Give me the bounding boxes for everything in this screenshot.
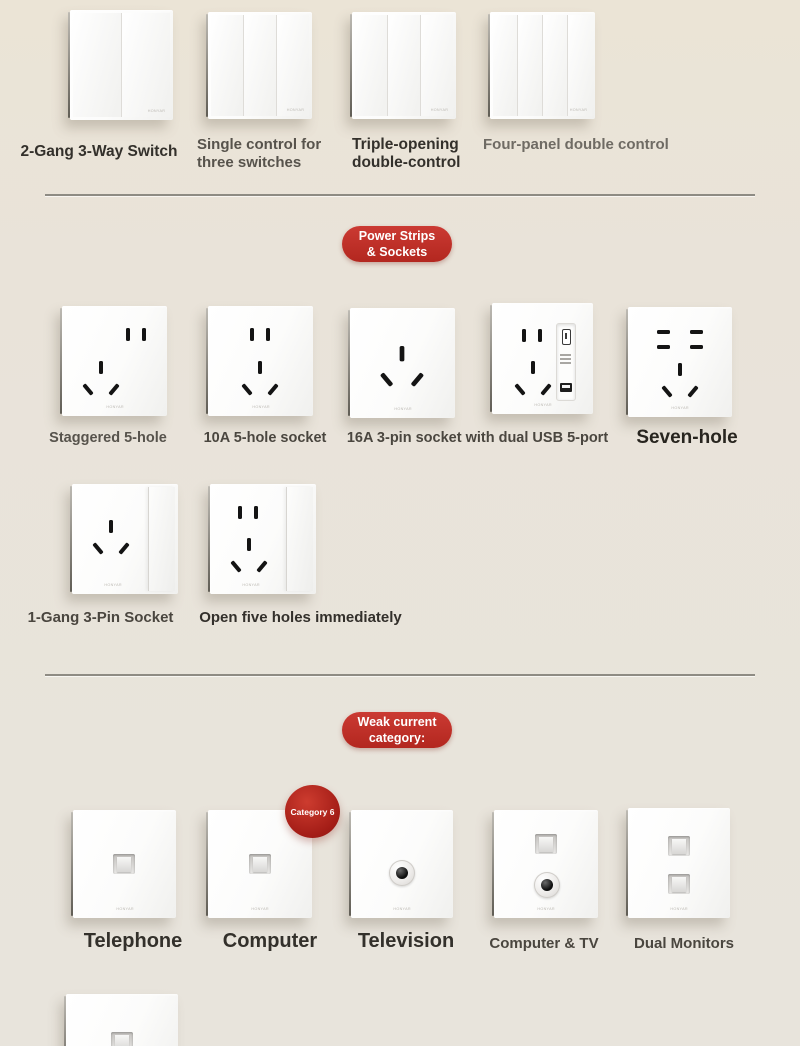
socket-holes-3pin: [658, 363, 702, 403]
socket-holes-3pin: [79, 361, 123, 401]
product-image-1gang-3pin: [72, 484, 178, 594]
product-image-switched-5hole: [210, 484, 316, 594]
ethernet-jack-icon: [668, 874, 690, 894]
product-label-single-control: Single control for three switches: [197, 136, 322, 171]
switch-panels: [73, 13, 170, 117]
usb-spec-text: [560, 362, 571, 364]
switch-panels: [355, 15, 453, 116]
product-label-1gang-3pin: 1-Gang 3-Pin Socket: [27, 609, 174, 626]
ethernet-jack-icon: [535, 834, 557, 854]
product-label-10a-5hole: 10A 5-hole socket: [203, 430, 327, 446]
brand-mark: HONYAR: [569, 108, 587, 112]
socket-holes-flat-pair: [250, 328, 271, 341]
brand-mark: HONYAR: [105, 405, 124, 409]
category-6-badge: Category 6: [285, 785, 340, 838]
switch-panels: [493, 15, 592, 116]
usb-spec-text: [560, 358, 571, 360]
product-image-10a-5hole: [208, 306, 313, 416]
product-image-usb-socket: [492, 303, 593, 414]
usb-spec-text: [560, 354, 571, 356]
product-image-television: [351, 810, 453, 918]
brand-mark: HONYAR: [251, 405, 270, 409]
product-label-dual-monitors: Dual Monitors: [634, 935, 734, 952]
brand-mark: HONYAR: [104, 583, 122, 587]
product-label-television: Television: [357, 930, 455, 952]
socket-holes-3pin: [89, 520, 133, 560]
product-image-dual-monitors: [628, 808, 730, 918]
product-label-computer: Computer: [222, 930, 318, 952]
brand-mark: HONYAR: [286, 108, 304, 112]
brand-mark: HONYAR: [242, 583, 260, 587]
product-image-telephone: [73, 810, 176, 918]
usb-port-icon: [560, 383, 572, 392]
product-image-triple-switch: [352, 12, 456, 119]
section-badge-weak-current: Weak current category:: [342, 712, 452, 748]
product-image-computer-tv: [494, 810, 598, 918]
socket-holes-flat-pair: [522, 329, 543, 342]
switch-rocker: [286, 487, 313, 591]
coax-connector-icon: [534, 872, 560, 898]
product-image-staggered-5hole: [62, 306, 167, 416]
brand-mark: HONYAR: [671, 406, 689, 410]
brand-mark: HONYAR: [251, 907, 269, 911]
brand-mark: HONYAR: [533, 403, 552, 407]
ethernet-jack-icon: [668, 836, 690, 856]
section-divider: [45, 674, 755, 676]
product-label-16a-usb: 16A 3-pin socket with dual USB 5-port: [346, 430, 609, 446]
socket-holes-3pin: [227, 538, 271, 578]
ethernet-jack-icon: [111, 1032, 133, 1046]
product-image-3gang-switch: [208, 12, 312, 119]
product-label-open-five-holes: Open five holes immediately: [199, 609, 402, 626]
socket-holes-3pin: [376, 346, 428, 393]
brand-mark: HONYAR: [147, 109, 165, 113]
brand-mark: HONYAR: [393, 407, 412, 411]
product-label-triple-opening: Triple-opening double-control: [352, 136, 461, 172]
product-label-staggered-5hole: Staggered 5-hole: [49, 430, 167, 446]
product-image-16a-3pin: [350, 308, 455, 418]
section-badge-power-strips: Power Strips & Sockets: [342, 226, 452, 262]
product-image-4gang-switch: [490, 12, 595, 119]
product-label-four-panel: Four-panel double control: [483, 136, 669, 153]
usb-ports-panel: [556, 323, 576, 401]
socket-holes-3pin: [511, 361, 555, 401]
ethernet-jack-icon: [249, 854, 271, 874]
switch-panels: [211, 15, 309, 116]
switch-rocker: [148, 487, 175, 591]
product-image-2gang-switch: [70, 10, 173, 120]
product-image-seven-hole: [628, 307, 732, 417]
brand-mark: HONYAR: [430, 108, 448, 112]
socket-holes-3pin: [238, 361, 282, 401]
usb-port-icon: [562, 329, 571, 345]
product-image-bottom-partial: [66, 994, 178, 1046]
brand-mark: HONYAR: [115, 907, 134, 911]
brand-mark: HONYAR: [537, 907, 555, 911]
product-label-telephone: Telephone: [83, 930, 183, 952]
coax-connector-icon: [389, 860, 415, 886]
socket-holes-flat-pair: [126, 328, 147, 341]
section-divider: [45, 194, 755, 196]
product-label-2gang-switch: 2-Gang 3-Way Switch: [20, 143, 178, 160]
socket-holes-flat-pair: [238, 506, 259, 519]
product-label-seven-hole: Seven-hole: [636, 427, 738, 448]
phone-jack-icon: [113, 854, 135, 874]
brand-mark: HONYAR: [393, 907, 411, 911]
product-label-computer-tv: Computer & TV: [489, 935, 599, 952]
brand-mark: HONYAR: [670, 907, 688, 911]
